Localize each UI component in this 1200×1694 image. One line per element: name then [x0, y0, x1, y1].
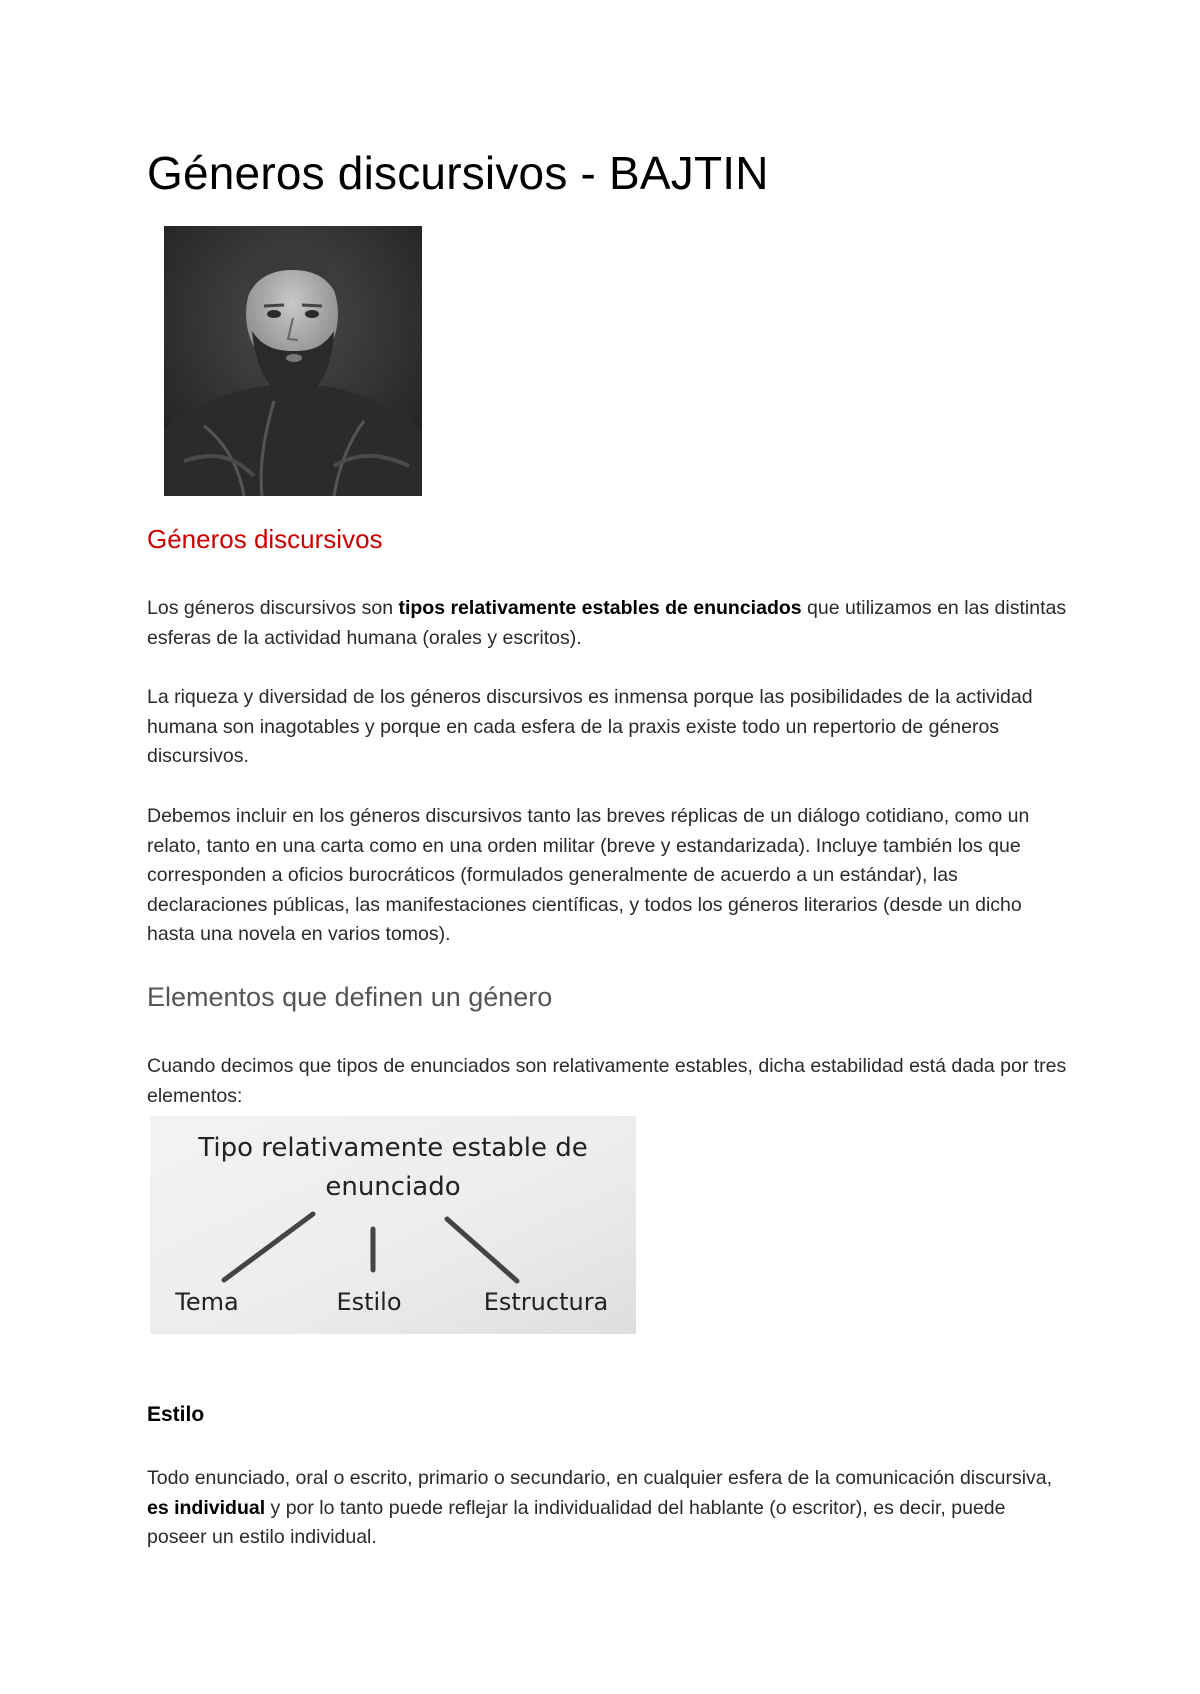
- section-heading-estilo: Estilo: [147, 1403, 205, 1426]
- bold-phrase-individual: es individual: [147, 1496, 266, 1519]
- elements-diagram: [150, 1116, 636, 1334]
- bold-phrase: tipos relativamente estables de enunciados: [398, 597, 802, 619]
- paragraph-estilo: Todo enunciado, oral o escrito, primario o secundario, en cualquier esfera de la comunicación discursiva, es individual y por lo tanto puede reflejar la individualidad del hablante (o escritor), es decir, puede poseer un estilo individual.: [147, 1467, 1053, 1548]
- paragraph-diversity: La riqueza y diversidad de los géneros discursivos es inmensa porque las posibilidades de la actividad humana son inagotables y porque en cada esfera de la praxis existe todo un repertorio de géneros discursivos.: [147, 686, 1033, 767]
- portrait-photo: [164, 226, 422, 496]
- diagram-root-line1: Tipo relativamente estable de: [198, 1133, 588, 1163]
- diagram-leaf-estilo: Estilo: [336, 1288, 402, 1316]
- section-heading-generos: Géneros discursivos: [147, 524, 383, 554]
- diagram-leaf-estructura: Estructura: [483, 1288, 609, 1316]
- page-title: Géneros discursivos - BAJTIN: [147, 147, 769, 199]
- diagram-leaf-tema: Tema: [175, 1288, 239, 1316]
- paragraph-examples: Debemos incluir en los géneros discursivos tanto las breves réplicas de un diálogo cotidiano, como un relato, tanto en una carta como en una orden militar (breve y estandarizada). Incluye también los que corresponden a oficios burocráticos (formulados generalmente de acuerdo a un estándar), las declaraciones públicas, las manifestaciones científicas, y todos los géneros literarios (desde un dicho hasta una novela en varios tomos).: [147, 805, 1030, 945]
- paragraph-definition: Los géneros discursivos son tipos relativamente estables de enunciados que utilizamos en las distintas esferas de la actividad humana (orales y escritos).: [147, 597, 1067, 649]
- paragraph-three-elements: Cuando decimos que tipos de enunciados son relativamente estables, dicha estabilidad está dada por tres elementos:: [147, 1055, 1067, 1107]
- diagram-root-line2: enunciado: [325, 1172, 461, 1202]
- section-heading-elementos: Elementos que definen un género: [147, 982, 553, 1012]
